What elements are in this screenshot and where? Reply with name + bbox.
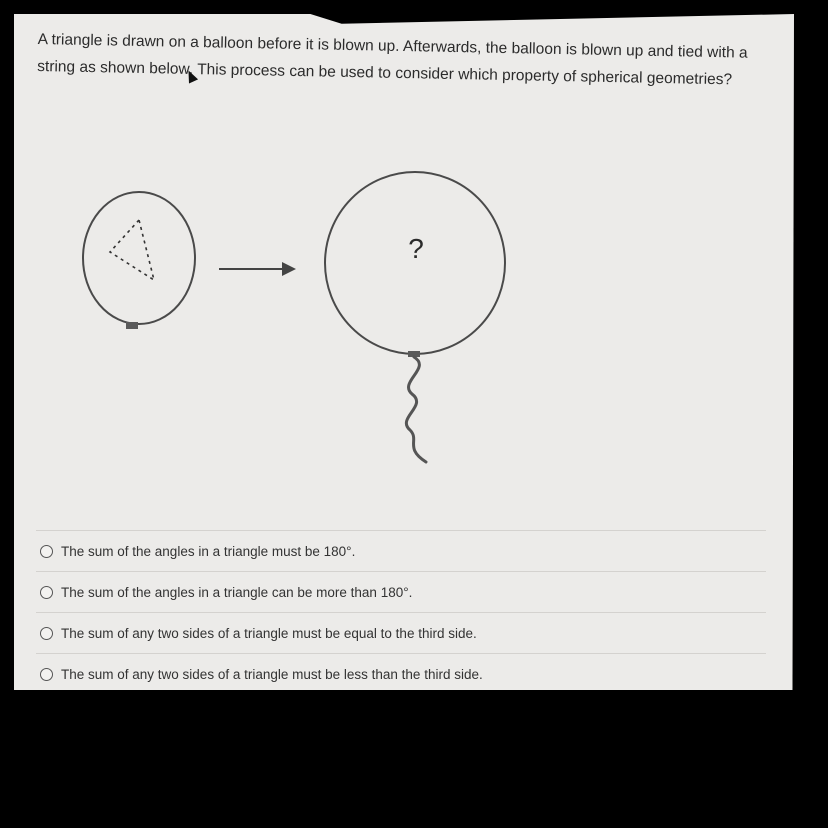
radio-button-icon[interactable] xyxy=(40,668,53,681)
answer-choices xyxy=(36,530,766,694)
dotted-triangle xyxy=(110,220,154,280)
choice-label: The sum of any two sides of a triangle must be less than the third side. xyxy=(61,666,483,682)
radio-button-icon[interactable] xyxy=(40,627,53,640)
choice-option-2[interactable] xyxy=(36,571,766,612)
radio-button-icon[interactable] xyxy=(40,586,53,599)
balloon-string xyxy=(406,357,426,462)
small-balloon xyxy=(83,192,195,324)
question-mark: ? xyxy=(408,233,424,264)
choice-label: The sum of the angles in a triangle can be more than 180°. xyxy=(61,584,413,600)
arrow-head-icon xyxy=(282,262,296,276)
choice-label: The sum of any two sides of a triangle must be equal to the third side. xyxy=(61,625,477,641)
radio-button-icon[interactable] xyxy=(40,545,53,558)
choice-label: The sum of the angles in a triangle must be 180°. xyxy=(61,543,356,559)
small-balloon-knot xyxy=(126,322,138,329)
photo-shadow-edge xyxy=(0,700,230,828)
question-text: A triangle is drawn on a balloon before it is blown up. Afterwards, the balloon is blown up and tied with a string as shown below. This process can be used to consider which property of spherical geometries? xyxy=(37,30,748,89)
choice-option-3[interactable] xyxy=(36,612,766,653)
choice-option-1[interactable] xyxy=(36,530,766,571)
choice-option-4[interactable] xyxy=(36,653,766,694)
